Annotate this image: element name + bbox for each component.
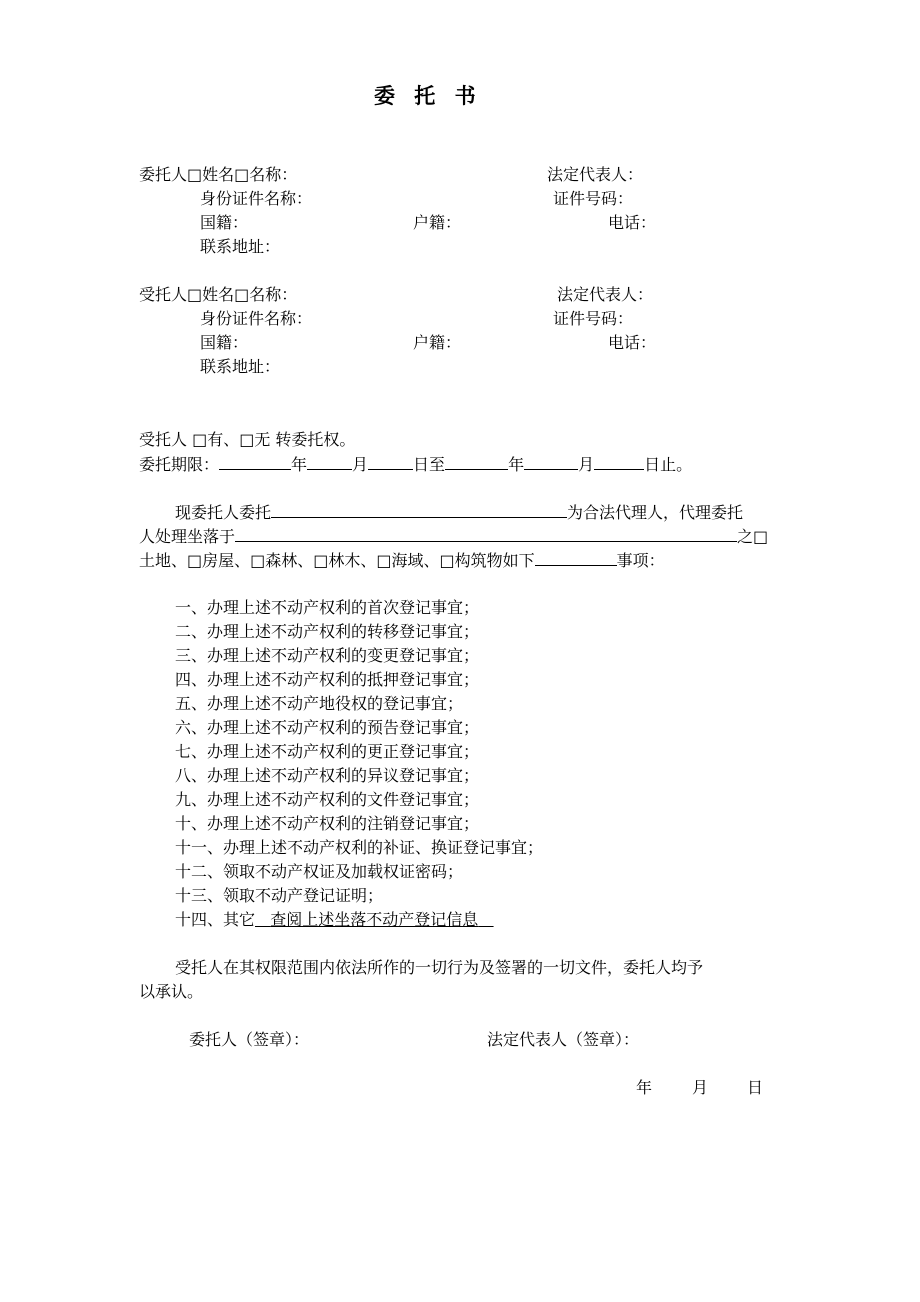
body-p3-start: 土地、□房屋、□森林、□林木、□海域、□构筑物如下 [139, 551, 535, 570]
location-blank[interactable] [235, 526, 737, 542]
period-start-month-blank[interactable] [307, 454, 352, 470]
period-end-year-blank[interactable] [445, 454, 508, 470]
date-year: 年 [636, 1078, 653, 1097]
list-item: 十、办理上述不动产权利的注销登记事宜； [175, 814, 480, 833]
list-item: 六、办理上述不动产权利的预告登记事宜； [175, 718, 480, 737]
principal-phone-label: 电话： [608, 213, 657, 232]
acknowledge-line-1: 受托人在其权限范围内依法所作的一切行为及签署的一切文件，委托人均予 [175, 958, 704, 977]
period-start-day-blank[interactable] [368, 454, 413, 470]
list-item: 五、办理上述不动产地役权的登记事宜； [175, 694, 464, 713]
principal-address-label: 联系地址： [200, 237, 281, 256]
period-year2: 年 [508, 455, 525, 474]
item14-value[interactable] [255, 910, 494, 929]
agent-id-no-label: 证件号码： [553, 309, 634, 328]
date-day: 日 [747, 1078, 764, 1097]
agent-phone-label: 电话： [608, 333, 657, 352]
agent-name-blank[interactable] [271, 502, 567, 518]
body-p2-end: 之□ [737, 527, 769, 546]
agent-legal-rep-label: 法定代表人： [557, 285, 654, 304]
agent-name-label: 受托人□姓名□名称： [139, 285, 298, 304]
period-label: 委托期限： [139, 455, 220, 474]
sub-delegation-text: 受托人 □有、□无 转委托权。 [139, 430, 356, 449]
list-item: 十一、办理上述不动产权利的补证、换证登记事宜； [175, 838, 544, 857]
period-end-month-blank[interactable] [524, 454, 578, 470]
body-line-3 [139, 550, 665, 571]
principal-id-name-label: 身份证件名称： [200, 189, 313, 208]
principal-legal-rep-label: 法定代表人： [547, 165, 644, 184]
period-end-day-blank[interactable] [594, 454, 644, 470]
date-month: 月 [692, 1078, 709, 1097]
item14-prefix: 十四、其它 [175, 910, 256, 929]
list-item: 八、办理上述不动产权利的异议登记事宜； [175, 766, 480, 785]
agent-address-label: 联系地址： [200, 357, 281, 376]
agent-household-label: 户籍： [413, 333, 462, 352]
principal-name-label: 委托人□姓名□名称： [139, 165, 298, 184]
list-item: 三、办理上述不动产权利的变更登记事宜； [175, 646, 480, 665]
agent-id-name-label: 身份证件名称： [200, 309, 313, 328]
period-month1: 月 [352, 455, 369, 474]
principal-id-no-label: 证件号码： [553, 189, 634, 208]
body-p1-start: 现委托人委托 [175, 503, 272, 522]
acknowledge-line-2: 以承认。 [139, 982, 204, 1001]
principal-nationality-label: 国籍： [200, 213, 249, 232]
list-item-14 [175, 910, 494, 930]
period-day-end: 日止。 [644, 455, 693, 474]
principal-signature-label: 委托人（签章）： [189, 1030, 310, 1049]
item14-value-text: 查阅上述坐落不动产登记信息 [270, 910, 479, 929]
agent-nationality-label: 国籍： [200, 333, 249, 352]
principal-household-label: 户籍： [413, 213, 462, 232]
list-item: 二、办理上述不动产权利的转移登记事宜； [175, 622, 480, 641]
list-item: 十三、领取不动产登记证明； [175, 886, 384, 905]
matters-blank[interactable] [535, 550, 617, 566]
period-day-to: 日至 [413, 455, 446, 474]
body-p1-end: 为合法代理人，代理委托 [567, 503, 744, 522]
legal-rep-signature-label: 法定代表人（签章）： [487, 1030, 640, 1049]
list-item: 九、办理上述不动产权利的文件登记事宜； [175, 790, 480, 809]
document-title: 委 托 书 [374, 83, 482, 108]
period-year1: 年 [291, 455, 308, 474]
period-start-year-blank[interactable] [219, 454, 291, 470]
list-item: 一、办理上述不动产权利的首次登记事宜； [175, 598, 480, 617]
list-item: 七、办理上述不动产权利的更正登记事宜； [175, 742, 480, 761]
list-item: 四、办理上述不动产权利的抵押登记事宜； [175, 670, 480, 689]
body-line-1 [175, 502, 743, 523]
list-item: 十二、领取不动产权证及加载权证密码； [175, 862, 464, 881]
body-p3-end: 事项： [616, 551, 665, 570]
period-line [139, 454, 692, 475]
period-month2: 月 [578, 455, 595, 474]
body-line-2 [139, 526, 768, 547]
body-p2-start: 人处理坐落于 [139, 527, 236, 546]
